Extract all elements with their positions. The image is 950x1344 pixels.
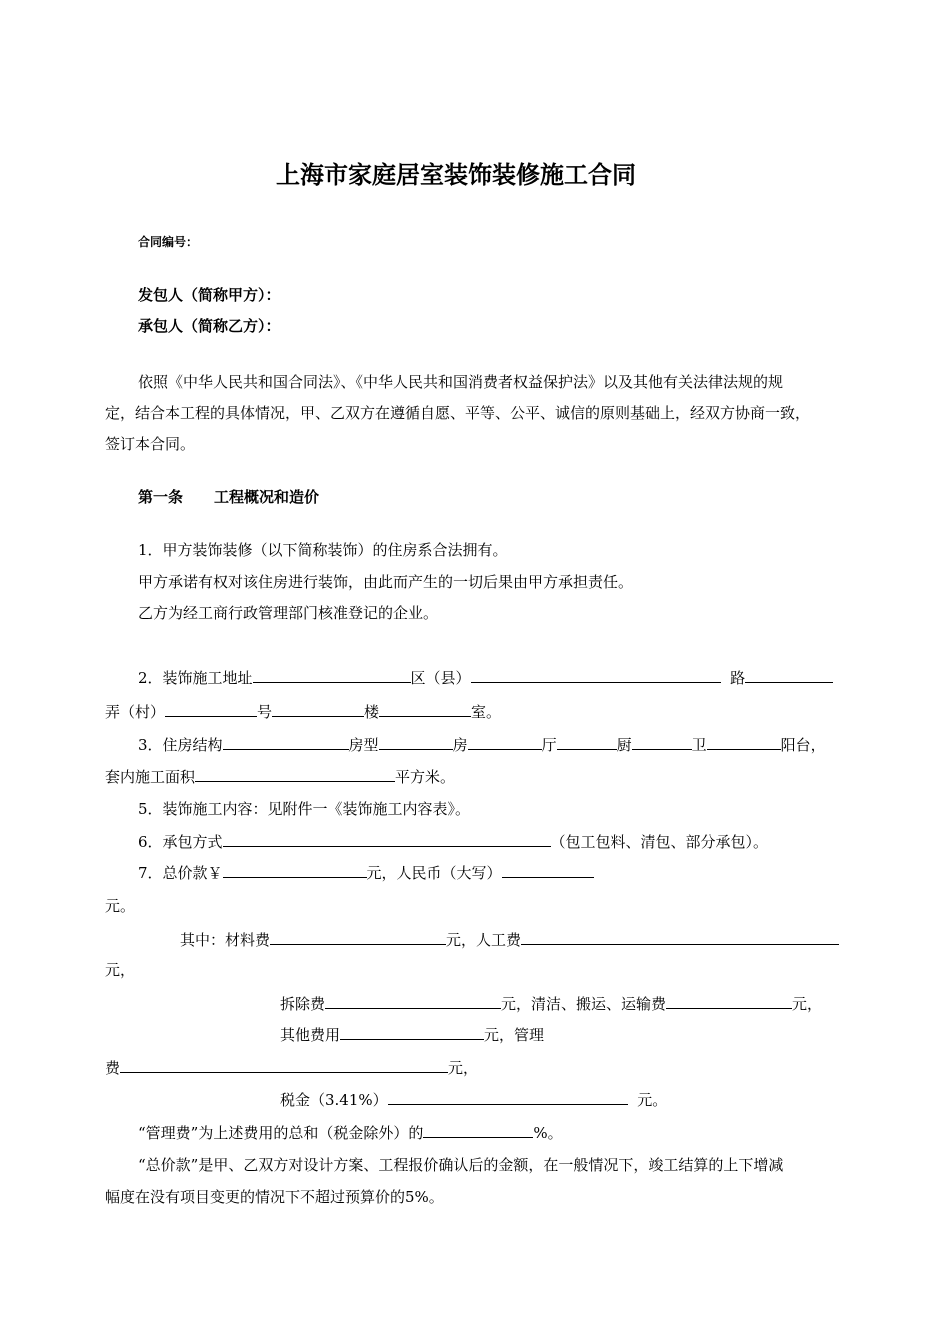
- tax-yuan: 元。: [637, 1091, 668, 1109]
- rooms-blank[interactable]: [468, 734, 542, 750]
- demolition-blank[interactable]: [325, 993, 501, 1009]
- article-1-number: 第一条: [138, 488, 184, 506]
- item-1-line-2: 甲方承诺有权对该住房进行装饰，由此而产生的一切后果由甲方承担责任。: [138, 573, 634, 591]
- item-7-line-1: [138, 862, 594, 883]
- road-blank[interactable]: [745, 667, 833, 683]
- contract-mode-blank[interactable]: [223, 831, 551, 847]
- tax-label: 税金（3.41%）: [280, 1091, 388, 1109]
- balcony-label: 阳台，: [780, 736, 826, 754]
- cleaning-yuan: 元，: [792, 995, 823, 1013]
- total-rmb-label: 元，人民币（大写）: [366, 864, 502, 882]
- contract-mode-options: （包工包料、清包、部分承包）。: [550, 833, 769, 851]
- tax-blank[interactable]: [388, 1089, 628, 1105]
- baths-label: 卫: [691, 736, 707, 754]
- item-6: [138, 831, 768, 852]
- mgmt-fee-percent-blank[interactable]: [423, 1122, 533, 1138]
- room-label: 室。: [471, 703, 502, 721]
- area-unit: 平方米。: [395, 768, 456, 786]
- structure-label: 3．住房结构: [138, 736, 223, 754]
- halls-blank[interactable]: [557, 734, 617, 750]
- demolition-label: 拆除费: [280, 995, 326, 1013]
- district-blank[interactable]: [471, 667, 721, 683]
- rooms-label: 房: [452, 736, 468, 754]
- area-blank[interactable]: [195, 766, 395, 782]
- labor-label: 元，人工费: [446, 931, 522, 949]
- building-label: 楼: [364, 703, 380, 721]
- contract-no-label: 合同编号：: [138, 235, 199, 249]
- material-blank[interactable]: [270, 929, 446, 945]
- preamble-line-2: 定，结合本工程的具体情况，甲、乙双方在遵循自愿、平等、公平、诚信的原则基础上，经双方协商一致，: [105, 404, 811, 422]
- area-label: 套内施工面积: [105, 768, 196, 786]
- preamble-line-3: 签订本合同。: [105, 435, 196, 453]
- management-yuan: 元，: [448, 1059, 479, 1077]
- item-5: 5．装饰施工内容：见附件一《装饰施工内容表》。: [138, 800, 471, 818]
- management-label: 元，管理: [484, 1026, 545, 1044]
- costs-line-6: [280, 1089, 667, 1110]
- item-2-line-1: [138, 667, 833, 688]
- type-blank[interactable]: [379, 734, 453, 750]
- kitchens-blank[interactable]: [632, 734, 692, 750]
- total-note-line-1: “总价款”是甲、乙双方对设计方案、工程报价确认后的金额，在一般情况下，竣工结算的上下增减: [138, 1156, 784, 1174]
- number-blank[interactable]: [272, 701, 364, 717]
- total-note-line-2: 幅度在没有项目变更的情况下不超过预算价的5%。: [105, 1188, 444, 1206]
- page-title: 上海市家庭居室装饰装修施工合同: [276, 160, 636, 189]
- preamble-line-1: 依照《中华人民共和国合同法》、《中华人民共和国消费者权益保护法》以及其他有关法律法规的规: [138, 373, 784, 391]
- item-3-line-1: [138, 734, 826, 755]
- costs-line-5: [105, 1057, 478, 1078]
- item-3-line-2: [105, 766, 455, 787]
- total-rmb-blank[interactable]: [502, 862, 594, 878]
- road-label: 路: [730, 669, 746, 687]
- costs-line-3: [280, 993, 822, 1014]
- item-1-line-3: 乙方为经工商行政管理部门核准登记的企业。: [138, 604, 439, 622]
- costs-line-2: 元，: [105, 961, 136, 979]
- address-blank[interactable]: [253, 667, 411, 683]
- party-b-label: 承包人（简称乙方）：: [138, 317, 281, 335]
- lane-blank[interactable]: [165, 701, 257, 717]
- cleaning-blank[interactable]: [666, 993, 792, 1009]
- mgmt-fee-note: [138, 1122, 563, 1143]
- building-blank[interactable]: [379, 701, 471, 717]
- management-blank[interactable]: [120, 1057, 448, 1073]
- lane-label: 弄（村）: [105, 703, 166, 721]
- number-label: 号: [257, 703, 273, 721]
- structure-blank[interactable]: [223, 734, 349, 750]
- contract-mode-label: 6．承包方式: [138, 833, 223, 851]
- other-label: 其他费用: [280, 1026, 341, 1044]
- address-prefix: 2．装饰施工地址: [138, 669, 253, 687]
- material-label: 其中：材料费: [180, 931, 271, 949]
- mgmt-fee-note-text: “管理费”为上述费用的总和（税金除外）的: [138, 1124, 424, 1142]
- fee-label: 费: [105, 1059, 121, 1077]
- party-a-label: 发包人（简称甲方）：: [138, 286, 281, 304]
- labor-blank[interactable]: [521, 929, 839, 945]
- type-label: 房型: [348, 736, 379, 754]
- article-1-heading: 工程概况和造价: [214, 488, 320, 506]
- item-2-line-2: [105, 701, 501, 722]
- cleaning-label: 元，清洁、搬运、运输费: [501, 995, 667, 1013]
- costs-line-1: [180, 929, 839, 950]
- halls-label: 厅: [541, 736, 557, 754]
- total-price-blank[interactable]: [223, 862, 367, 878]
- costs-line-4: [280, 1024, 544, 1045]
- total-price-label: 7．总价款￥: [138, 864, 223, 882]
- district-label: 区（县）: [410, 669, 471, 687]
- item-7-line-2: 元。: [105, 897, 136, 915]
- baths-blank[interactable]: [707, 734, 781, 750]
- mgmt-fee-percent: %。: [533, 1124, 563, 1142]
- item-1-line-1: 1．甲方装饰装修（以下简称装饰）的住房系合法拥有。: [138, 541, 508, 559]
- other-blank[interactable]: [340, 1024, 484, 1040]
- kitchens-label: 厨: [616, 736, 632, 754]
